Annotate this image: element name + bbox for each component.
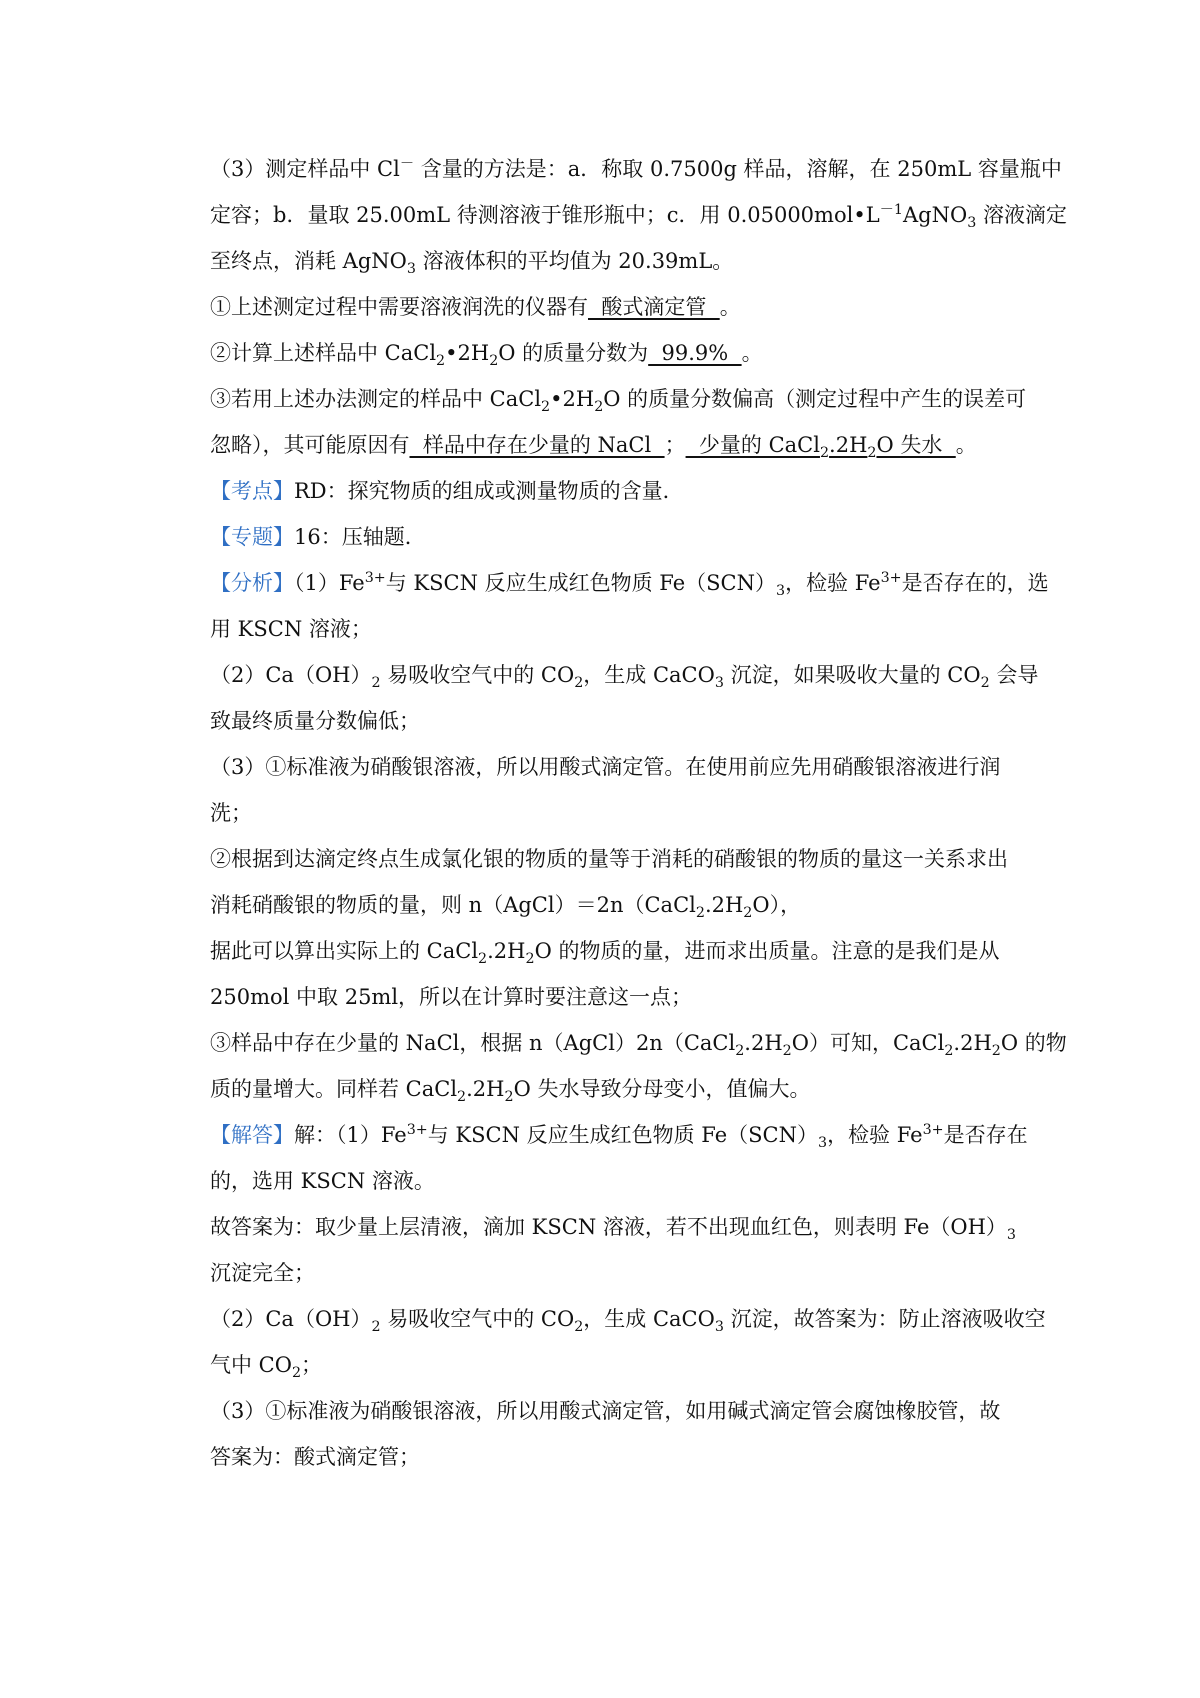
subscript: 3 — [817, 1135, 828, 1152]
subscript: 3 — [714, 675, 724, 692]
text: 忽略），其可能原因有 — [210, 433, 410, 457]
superscript: 3+ — [364, 570, 386, 586]
text: 是否存在的，选 — [901, 571, 1049, 595]
text: （2）Ca（OH） — [210, 663, 372, 687]
text: 是否存在 — [943, 1123, 1028, 1147]
subscript: 2 — [457, 1089, 467, 1106]
text: ③若用上述办法测定的样品中 CaCl — [210, 387, 542, 411]
text: O 的质量分数偏高（测定过程中产生的误差可 — [603, 387, 1027, 411]
text: ，检验 Fe — [785, 571, 881, 595]
text: O 失水导致分母变小，值偏大。 — [513, 1077, 811, 1101]
text: •2H — [550, 387, 595, 411]
subscript: 2 — [695, 905, 705, 922]
text: O 的物质的量，进而求出质量。注意的是我们是从 — [534, 939, 1000, 963]
text: 易吸收空气中的 CO — [380, 663, 575, 687]
question-2 — [210, 338, 763, 368]
answer-blank — [685, 433, 956, 462]
subscript: 2 — [541, 399, 551, 416]
text: ，检验 Fe — [827, 1123, 923, 1147]
fenxi-line-3 — [210, 660, 1038, 690]
text: 气中 CO — [210, 1353, 292, 1377]
text: RD：探究物质的组成或测量物质的含量． — [294, 479, 684, 503]
jieda-line-7: （3）①标准液为硝酸银溶液，所以用酸式滴定管，如用碱式滴定管会腐蚀橡胶管，故 — [210, 1399, 1001, 1423]
text: ，生成 CaCO — [583, 663, 715, 687]
fenxi-line-6: 洗； — [210, 801, 252, 825]
superscript: 3+ — [880, 570, 902, 586]
subscript: 2 — [489, 353, 499, 370]
subscript: 2 — [991, 1043, 1001, 1060]
text: .2H — [953, 1031, 992, 1055]
answer-blank: 99.9% — [648, 341, 742, 365]
subscript: 3 — [967, 215, 977, 232]
superscript: 3+ — [922, 1122, 944, 1138]
text: .2H — [829, 433, 868, 457]
question-3-line-2 — [210, 430, 977, 460]
subscript: 2 — [594, 399, 604, 416]
text: O 的物 — [1000, 1031, 1067, 1055]
subscript: 2 — [371, 675, 381, 692]
jieda-line-2: 的，选用 KSCN 溶液。 — [210, 1169, 435, 1193]
kaodian-line — [210, 476, 684, 506]
text: 故答案为：取少量上层清液，滴加 KSCN 溶液，若不出现血红色，则表明 Fe（OH） — [210, 1215, 1007, 1239]
subscript: 2 — [819, 445, 830, 462]
problem-3-line-1 — [210, 154, 1062, 184]
text: 含量的方法是：a．称取 0.7500g 样品，溶解，在 250mL 容量瓶中 — [414, 157, 1062, 181]
answer-blank: 酸式滴定管 — [588, 295, 720, 319]
subscript: 2 — [525, 951, 535, 968]
text: 至终点，消耗 AgNO — [210, 249, 407, 273]
text: 会导 — [989, 663, 1039, 687]
text: O）， — [752, 893, 802, 917]
subscript: 2 — [291, 1365, 302, 1382]
question-text: ①上述测定过程中需要溶液润洗的仪器有 — [210, 295, 588, 319]
answer-blank: 样品中存在少量的 NaCl — [409, 433, 665, 457]
subscript: 3 — [714, 1319, 724, 1336]
subscript: 2 — [574, 675, 584, 692]
subscript: 3 — [775, 583, 786, 600]
fenxi-line-4: 致最终质量分数偏低； — [210, 709, 420, 733]
text: O 的质量分数为 — [498, 341, 649, 365]
text: 定容；b．量取 25.00mL 待测溶液于锥形瓶中；c．用 0.05000mol•L — [210, 203, 880, 227]
section-tag: 【解答】 — [210, 1123, 294, 1147]
problem-3-line-3 — [210, 246, 733, 276]
jieda-line-8: 答案为：酸式滴定管； — [210, 1445, 420, 1469]
text: AgNO — [903, 203, 968, 227]
text: 溶液滴定 — [976, 203, 1067, 227]
text: O）可知，CaCl — [791, 1031, 945, 1055]
section-tag: 【分析】 — [210, 571, 294, 595]
subscript: 2 — [436, 353, 446, 370]
superscript: － — [399, 156, 415, 172]
fenxi-line-12 — [210, 1074, 810, 1104]
text: ③样品中存在少量的 NaCl，根据 n（AgCl）2n（CaCl — [210, 1031, 736, 1055]
subscript: 2 — [743, 905, 753, 922]
text: .2H — [466, 1077, 505, 1101]
text: 16：压轴题． — [294, 525, 426, 549]
text: .2H — [704, 893, 744, 917]
text: 少量的 CaCl — [685, 433, 820, 457]
text: 易吸收空气中的 CO — [380, 1307, 575, 1331]
subscript: 2 — [944, 1043, 954, 1060]
text: 。 — [955, 433, 977, 457]
zhuanti-line — [210, 522, 426, 552]
text: 解：（1）Fe — [294, 1123, 407, 1147]
text: （1）Fe — [294, 571, 365, 595]
jieda-line-1 — [210, 1120, 1028, 1150]
section-tag: 【专题】 — [210, 525, 294, 549]
text: ②计算上述样品中 CaCl — [210, 341, 437, 365]
text: 沉淀，故答案为：防止溶液吸收空 — [723, 1307, 1046, 1331]
text: 溶液体积的平均值为 20.39mL。 — [415, 249, 734, 273]
text: 与 KSCN 反应生成红色物质 Fe（SCN） — [427, 1123, 818, 1147]
superscript: 3+ — [406, 1122, 428, 1138]
jieda-line-4: 沉淀完全； — [210, 1261, 315, 1285]
fenxi-line-9 — [210, 936, 999, 966]
text: （3）测定样品中 Cl — [210, 157, 400, 181]
text: 沉淀，如果吸收大量的 CO — [723, 663, 981, 687]
text: 质的量增大。同样若 CaCl — [210, 1077, 458, 1101]
fenxi-line-1 — [210, 568, 1049, 598]
fenxi-line-10: 250mol 中取 25ml，所以在计算时要注意这一点； — [210, 985, 693, 1009]
text: .2H — [487, 939, 526, 963]
subscript: 3 — [406, 261, 416, 278]
text: 。 — [719, 295, 741, 319]
subscript: 2 — [867, 445, 877, 462]
fenxi-line-7: ②根据到达滴定终点生成氯化银的物质的量等于消耗的硝酸银的物质的量这一关系求出 — [210, 847, 1008, 871]
jieda-line-3 — [210, 1212, 1016, 1242]
subscript: 2 — [980, 675, 990, 692]
section-tag: 【考点】 — [210, 479, 294, 503]
subscript: 2 — [504, 1089, 514, 1106]
text: 与 KSCN 反应生成红色物质 Fe（SCN） — [385, 571, 776, 595]
fenxi-line-8 — [210, 890, 801, 920]
text: 据此可以算出实际上的 CaCl — [210, 939, 479, 963]
subscript: 2 — [478, 951, 488, 968]
subscript: 2 — [371, 1319, 381, 1336]
superscript: －1 — [879, 202, 903, 218]
subscript: 3 — [1006, 1227, 1016, 1244]
text: .2H — [744, 1031, 783, 1055]
fenxi-line-5: （3）①标准液为硝酸银溶液，所以用酸式滴定管。在使用前应先用硝酸银溶液进行润 — [210, 755, 1001, 779]
fenxi-line-2: 用 KSCN 溶液； — [210, 617, 372, 641]
subscript: 2 — [782, 1043, 792, 1060]
jieda-line-5 — [210, 1304, 1046, 1334]
problem-3-line-2 — [210, 200, 1067, 230]
question-1 — [210, 292, 741, 322]
question-3-line-1 — [210, 384, 1026, 414]
text: 消耗硝酸银的物质的量，则 n（AgCl）＝2n（CaCl — [210, 893, 696, 917]
text: •2H — [445, 341, 490, 365]
fenxi-line-11 — [210, 1028, 1067, 1058]
jieda-line-6 — [210, 1350, 322, 1380]
text: ； — [664, 433, 686, 457]
text: （2）Ca（OH） — [210, 1307, 372, 1331]
text: 。 — [741, 341, 763, 365]
text: O 失水 — [876, 433, 956, 457]
text: ，生成 CaCO — [583, 1307, 715, 1331]
subscript: 2 — [735, 1043, 745, 1060]
subscript: 2 — [574, 1319, 584, 1336]
text: ； — [301, 1353, 323, 1377]
